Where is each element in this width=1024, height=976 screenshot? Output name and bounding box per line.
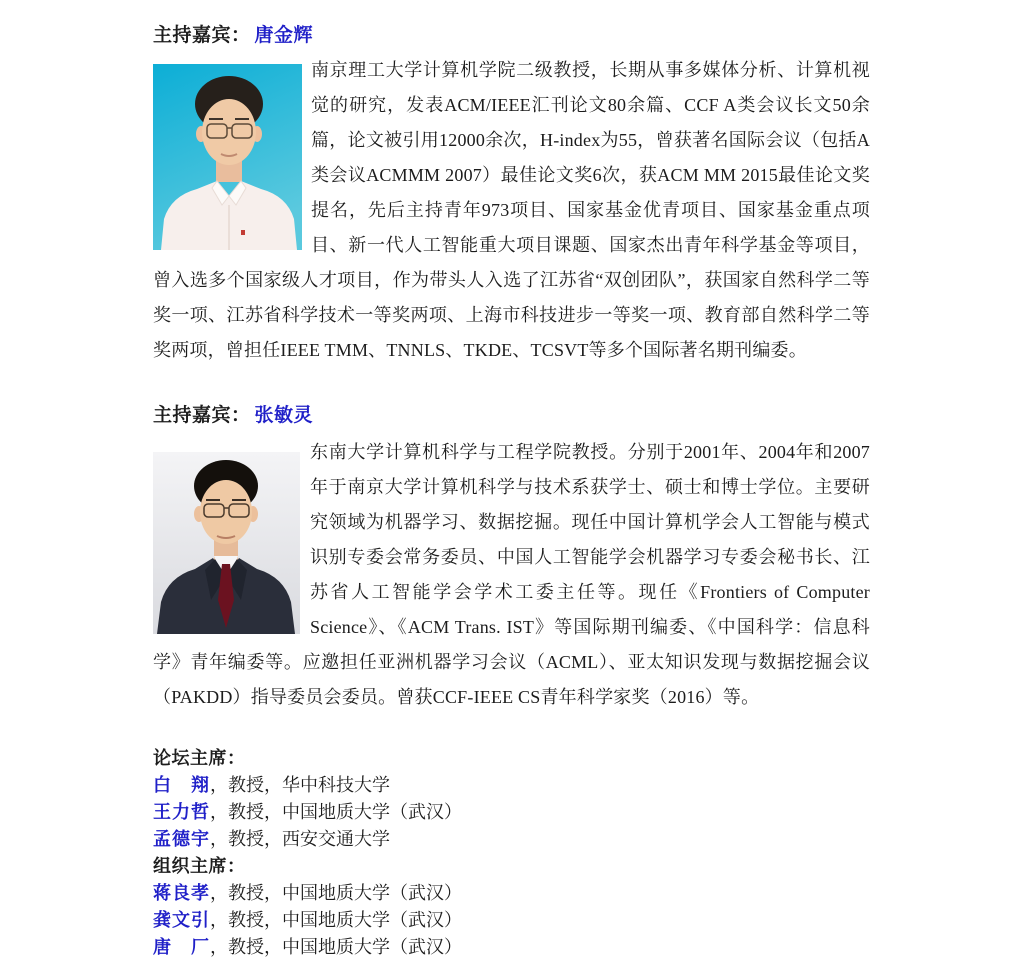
section-heading bbox=[153, 405, 870, 427]
portrait-photo-tang-jinhui bbox=[153, 64, 302, 250]
chair-name-link-meng-deyu[interactable]: 孟德宇 bbox=[153, 829, 210, 849]
chair-affiliation: ，教授，中国地质大学（武汉） bbox=[210, 937, 462, 957]
chair-affiliation: ，教授，中国地质大学（武汉） bbox=[210, 910, 462, 930]
chair-row-gong-wenyin bbox=[153, 907, 870, 934]
chair-name-link-gong-wenyin[interactable]: 龚文引 bbox=[153, 910, 210, 930]
portrait-zhang-minling-graphic bbox=[153, 452, 300, 634]
chair-row-wang-lizhe bbox=[153, 799, 870, 826]
speaker-section-zhang-minling bbox=[153, 405, 870, 715]
chair-affiliation: ，教授，西安交通大学 bbox=[210, 829, 390, 849]
host-guest-label: 主持嘉宾： bbox=[153, 405, 251, 426]
chair-name-link-jiang-liangxiao[interactable]: 蒋良孝 bbox=[153, 883, 210, 903]
forum-chairs-title: 论坛主席： bbox=[153, 748, 246, 768]
speaker-bio-tang-jinhui: 南京理工大学计算机学院二级教授，长期从事多媒体分析、计算机视觉的研究，发表ACM/IEEE汇刊论文80余篇、CCF A类会议长文50余篇，论文被引用12000余次，H-index为55，曾获著名国际会议（包括A类会议ACMMM 2007）最佳论文奖6次，获ACM MM 2015最佳论文奖提名，先后主持青年973项目、国家基金优青项目、国家基金重点项目、新一代人工智能重大项目课题、国家杰出青年科学基金等项目，曾入选多个国家级人才项目，作为带头人入选了江苏省“双创团队”，获国家自然科学二等奖一项、江苏省科学技术一等奖两项、上海市科技进步一等奖一项、教育部自然科学二等奖两项，曾担任IEEE TMM、TNNLS、TKDE、TCSVT等多个国际著名期刊编委。 bbox=[153, 60, 870, 360]
chair-affiliation: ，教授，中国地质大学（武汉） bbox=[210, 802, 462, 822]
chair-name-link-wang-lizhe[interactable]: 王力哲 bbox=[153, 802, 210, 822]
chair-row-tang-chang bbox=[153, 934, 870, 961]
chair-affiliation: ，教授，中国地质大学（武汉） bbox=[210, 883, 462, 903]
host-guest-label: 主持嘉宾： bbox=[153, 25, 251, 46]
section-body bbox=[153, 435, 870, 715]
speaker-bio-zhang-minling: 东南大学计算机科学与工程学院教授。分别于2001年、2004年和2007年于南京大学计算机科学与技术系获学士、硕士和博士学位。主要研究领域为机器学习、数据挖掘。现任中国计算机学会人工智能与模式识别专委会常务委员、中国人工智能学会机器学习专委会秘书长、江苏省人工智能学会学术工委主任等。现任《Frontiers of Computer Science》、《ACM Trans. IST》等国际期刊编委、《中国科学：信息科学》青年编委等。应邀担任亚洲机器学习会议（ACML）、亚太知识发现与数据挖掘会议（PAKDD）指导委员会委员。曾获CCF-IEEE CS青年科学家奖（2016）等。 bbox=[153, 442, 870, 707]
section-body bbox=[153, 53, 870, 368]
speaker-name-link-zhang-minling[interactable]: 张敏灵 bbox=[254, 405, 314, 426]
chair-name-link-tang-chang[interactable]: 唐 厂 bbox=[153, 937, 210, 957]
speaker-name-link-tang-jinhui[interactable]: 唐金辉 bbox=[254, 25, 314, 46]
speaker-section-tang-jinhui bbox=[153, 25, 870, 368]
chairs-lists bbox=[153, 745, 870, 961]
chair-affiliation: ，教授，华中科技大学 bbox=[210, 775, 390, 795]
organizing-chairs-title: 组织主席： bbox=[153, 856, 246, 876]
section-heading bbox=[153, 25, 870, 47]
chair-row-bai-xiang bbox=[153, 772, 870, 799]
chair-row-meng-deyu bbox=[153, 826, 870, 853]
chair-row-jiang-liangxiao bbox=[153, 880, 870, 907]
portrait-tang-jinhui-graphic bbox=[153, 64, 302, 250]
portrait-photo-zhang-minling bbox=[153, 452, 300, 634]
chair-name-link-bai-xiang[interactable]: 白 翔 bbox=[153, 775, 210, 795]
